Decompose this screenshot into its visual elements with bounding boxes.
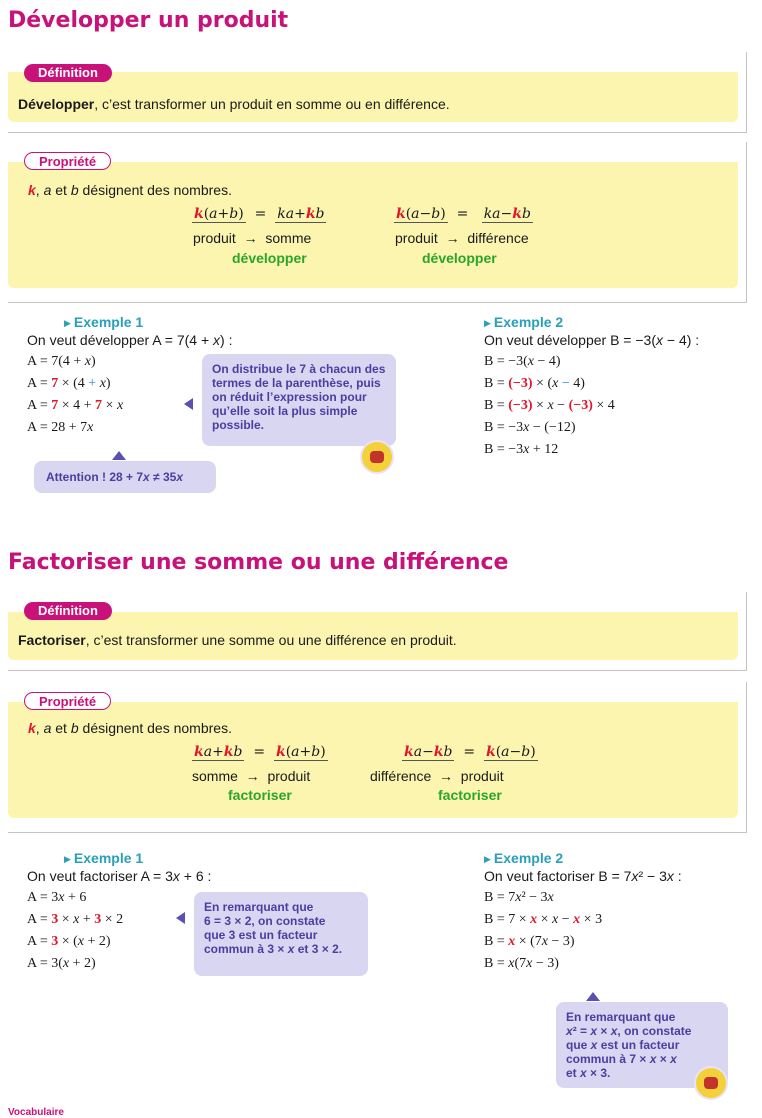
example-2-line-5: B = −3x + 12 bbox=[484, 442, 559, 457]
example-3-line-1: A = 3x + 6 bbox=[27, 890, 87, 905]
formula-factor-sum: ka+kb = k(a+b) bbox=[194, 744, 326, 760]
formula-develop-diff: k(a−b) = ka−kb bbox=[396, 206, 531, 222]
definition-term-2: Factoriser bbox=[18, 632, 86, 648]
example-3-line-2: A = 3 × x + 3 × 2 bbox=[27, 912, 124, 927]
formula-develop-diff-legend: produit → différence bbox=[395, 230, 529, 246]
pointer-left-icon-2 bbox=[176, 912, 185, 924]
definition-text bbox=[18, 96, 450, 112]
example-1-line-1: A = 7(4 + x) bbox=[27, 354, 96, 369]
example-4-line-2: B = 7 × x × x − x × 3 bbox=[484, 912, 603, 927]
mascot-icon-2 bbox=[694, 1066, 728, 1100]
example-2-line-1: B = −3(x − 4) bbox=[484, 354, 561, 369]
definition-panel bbox=[8, 72, 738, 122]
explanation-bubble-2: En remarquant que 6 = 3 × 2, on constate que 3 est un facteur commun à 3 × x et 3 × 2. bbox=[194, 892, 368, 976]
property-tag: Propriété bbox=[24, 152, 111, 170]
formula-develop-sum-action: développer bbox=[232, 250, 307, 266]
example-2-line-4: B = −3x − (−12) bbox=[484, 420, 576, 435]
example-4-intro: On veut factoriser B = 7x² − 3x : bbox=[484, 868, 682, 884]
definition-tag-2: Définition bbox=[24, 602, 112, 620]
example-1-line-2: A = 7 × (4 + x) bbox=[27, 376, 111, 391]
property-intro-2: k, a et b désignent des nombres. bbox=[28, 720, 232, 736]
definition-panel-2 bbox=[8, 612, 738, 660]
example-2-line-3: B = (−3) × x − (−3) × 4 bbox=[484, 398, 615, 413]
definition-body-2: , c’est transformer une somme ou une différence en produit. bbox=[85, 632, 457, 648]
example-1-intro: On veut développer A = 7(4 + x) : bbox=[27, 332, 233, 348]
explanation-bubble-3: En remarquant que x² = x × x, on constate que x est un facteur commun à 7 × x × x et x × 3. bbox=[556, 1002, 728, 1088]
formula-factor-diff-legend: différence → produit bbox=[370, 768, 504, 784]
example-4-line-4: B = x(7x − 3) bbox=[484, 956, 559, 971]
example-4-title: ▶ Exemple 2 bbox=[484, 850, 563, 866]
example-1-line-3: A = 7 × 4 + 7 × x bbox=[27, 398, 124, 413]
example-1-line-4: A = 28 + 7x bbox=[27, 420, 94, 435]
example-3-line-3: A = 3 × (x + 2) bbox=[27, 934, 111, 949]
formula-factor-diff-action: factoriser bbox=[438, 787, 502, 803]
example-4-line-1: B = 7x² − 3x bbox=[484, 890, 554, 905]
property-intro: k, a et b désignent des nombres. bbox=[28, 182, 232, 198]
pointer-up-icon bbox=[112, 451, 126, 460]
explanation-bubble: On distribue le 7 à chacun des termes de la parenthèse, puis on réduit l’expression pour qu’elle soit la plus simple possible. bbox=[202, 354, 396, 446]
property-tag-2: Propriété bbox=[24, 692, 111, 710]
property-panel bbox=[8, 162, 738, 288]
example-2-line-2: B = (−3) × (x − 4) bbox=[484, 376, 585, 391]
footer-label: Vocabulaire bbox=[8, 1107, 64, 1118]
example-4-line-3: B = x × (7x − 3) bbox=[484, 934, 575, 949]
formula-factor-sum-legend: somme → produit bbox=[192, 768, 311, 784]
example-3-title: ▶ Exemple 1 bbox=[64, 850, 143, 866]
pointer-up-icon-2 bbox=[586, 992, 600, 1001]
definition-term: Développer bbox=[18, 96, 95, 112]
definition-tag: Définition bbox=[24, 64, 112, 82]
section-title-factoriser: Factoriser une somme ou une différence bbox=[8, 550, 509, 575]
warning-bubble: Attention ! 28 + 7x ≠ 35x bbox=[34, 461, 216, 493]
formula-factor-sum-action: factoriser bbox=[228, 787, 292, 803]
pointer-left-icon bbox=[184, 398, 193, 410]
example-1-title: ▶ Exemple 1 bbox=[64, 314, 143, 330]
example-3-line-4: A = 3(x + 2) bbox=[27, 956, 96, 971]
definition-body: , c’est transformer un produit en somme ou en différence. bbox=[94, 96, 450, 112]
formula-develop-sum: k(a+b) = ka+kb bbox=[194, 206, 325, 222]
formula-develop-sum-legend: produit → somme bbox=[193, 230, 312, 246]
example-3-intro: On veut factoriser A = 3x + 6 : bbox=[27, 868, 212, 884]
formula-develop-diff-action: développer bbox=[422, 250, 497, 266]
example-2-intro: On veut développer B = −3(x − 4) : bbox=[484, 332, 700, 348]
mascot-icon bbox=[360, 440, 394, 474]
property-panel-2 bbox=[8, 702, 738, 818]
definition-text-2 bbox=[18, 632, 457, 648]
example-2-title: ▶ Exemple 2 bbox=[484, 314, 563, 330]
formula-factor-diff: ka−kb = k(a−b) bbox=[404, 744, 536, 760]
section-title-developper: Développer un produit bbox=[8, 8, 289, 33]
